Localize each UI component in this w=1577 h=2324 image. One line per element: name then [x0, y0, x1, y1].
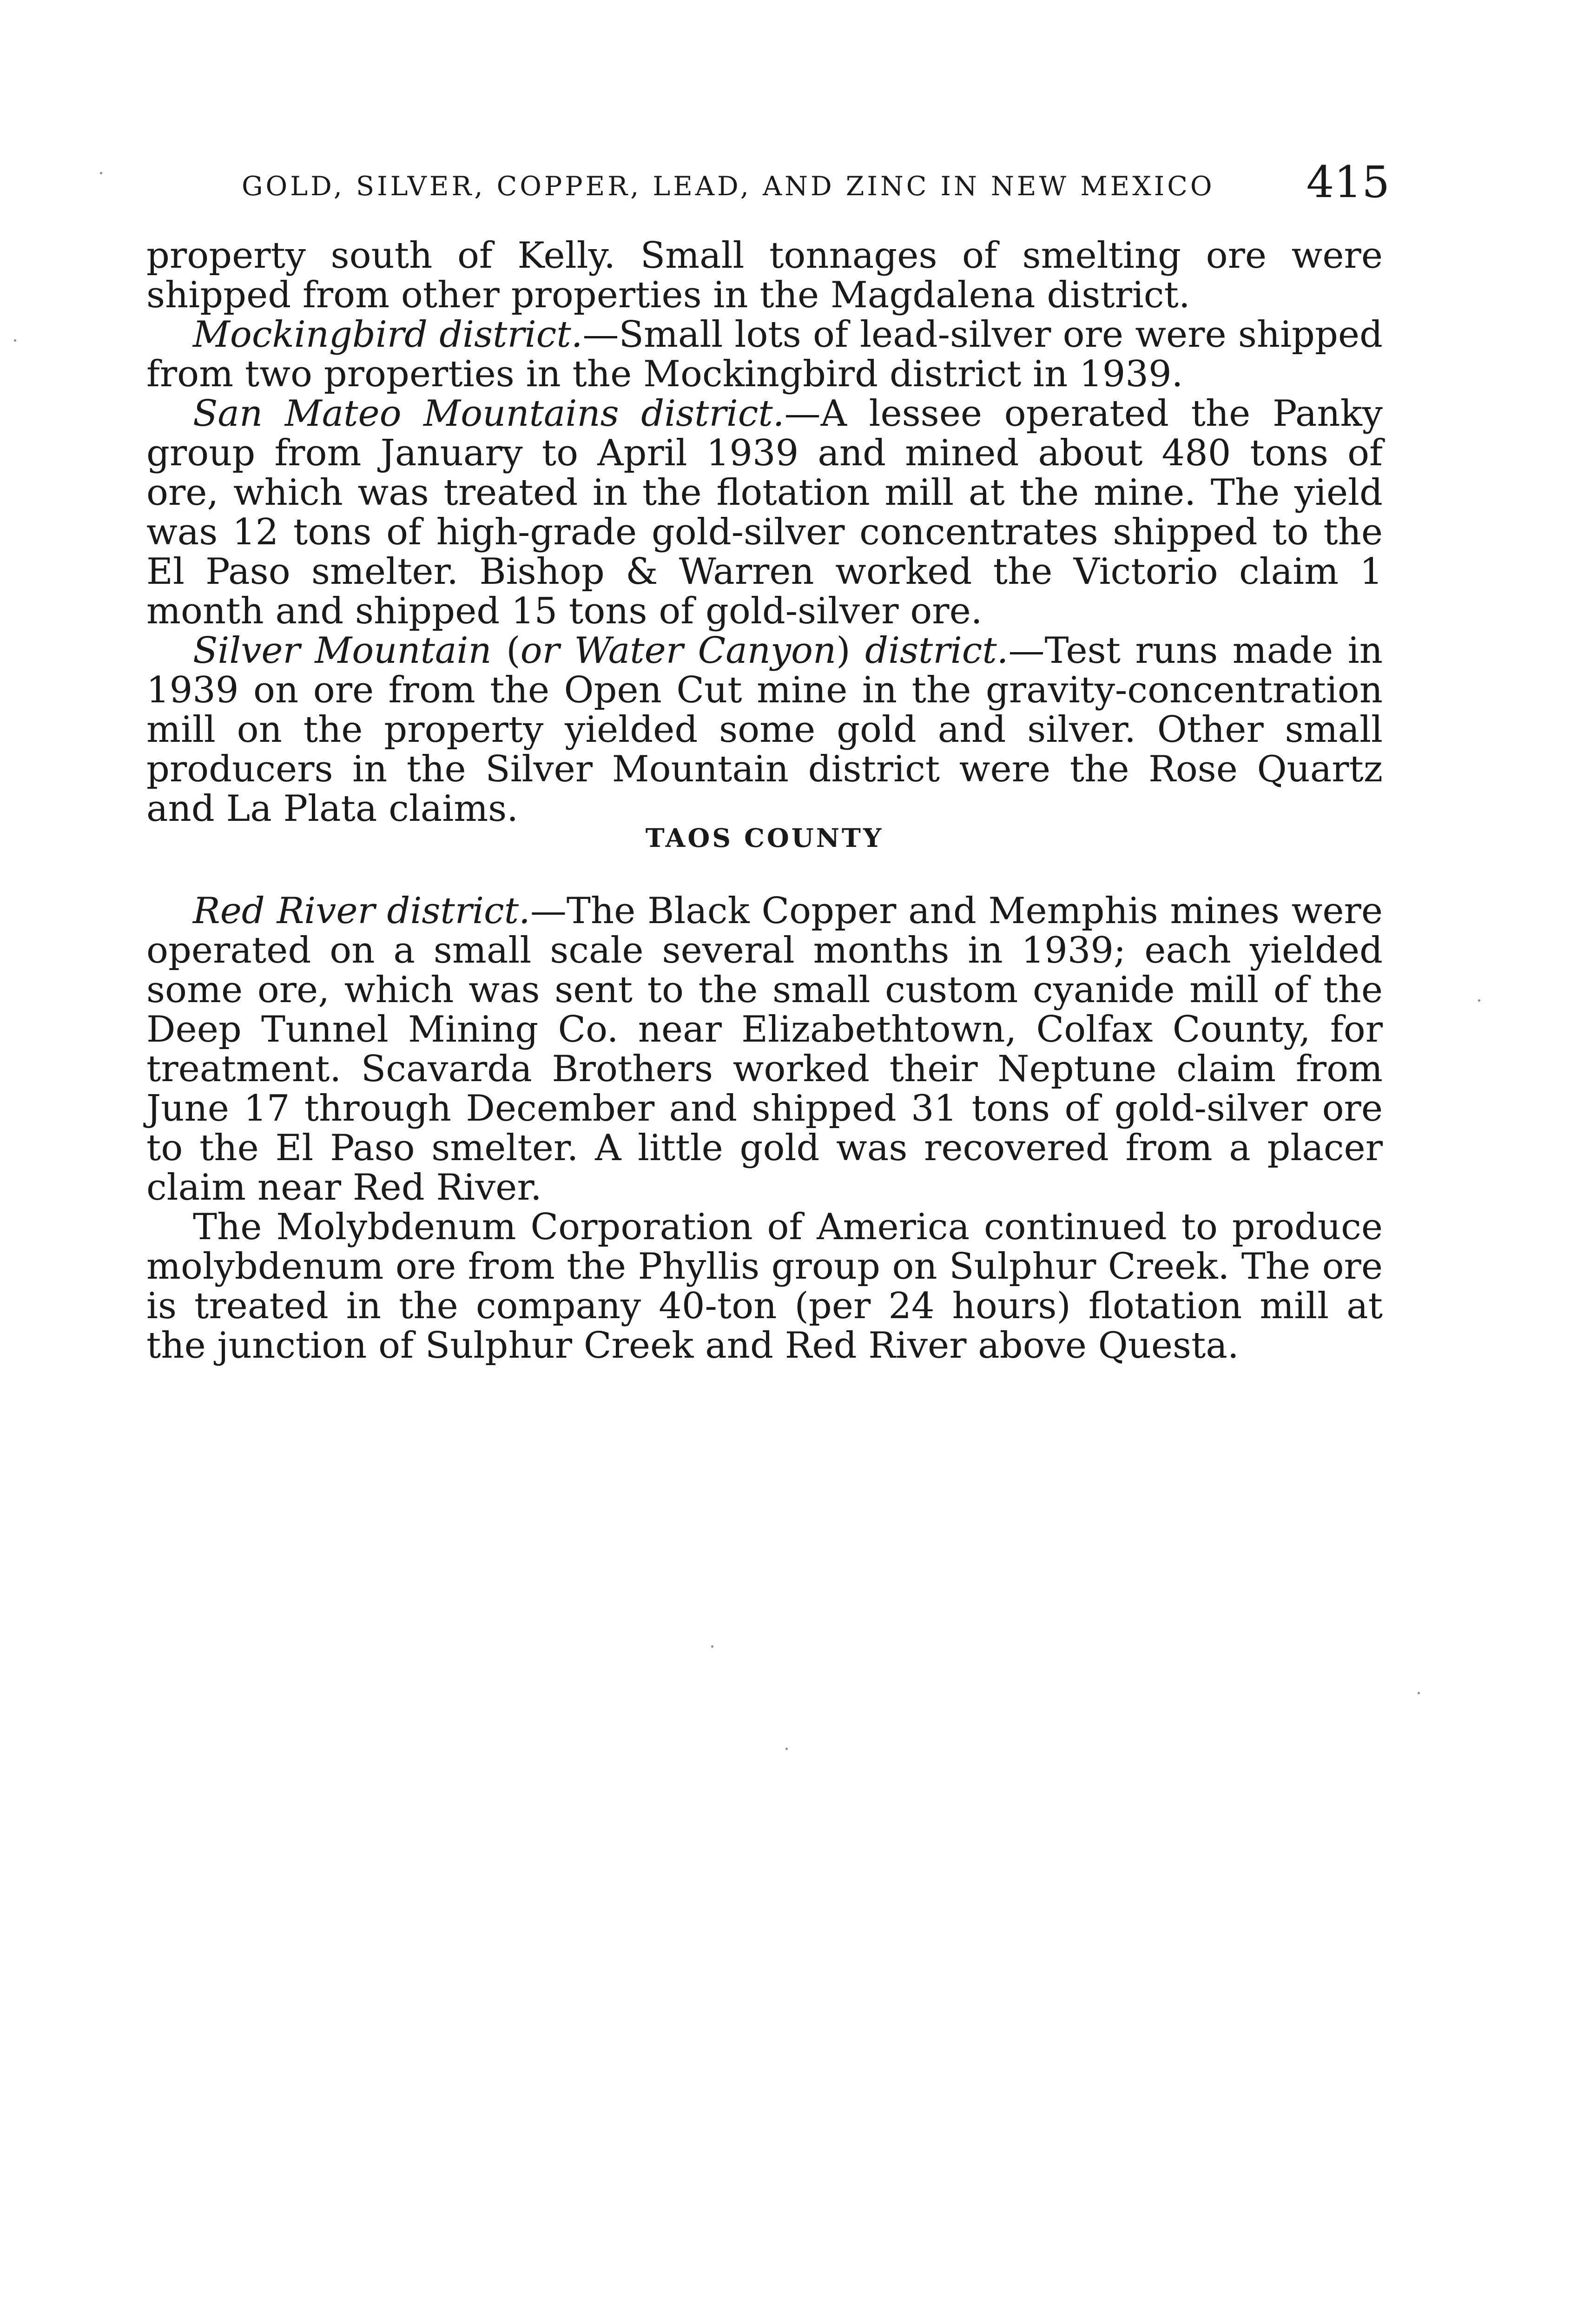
district-heading-suffix: district.	[865, 630, 1009, 672]
scan-speck	[785, 1748, 788, 1750]
running-head	[242, 157, 1390, 208]
paragraph-text: property south of Kelly. Small tonnages of smelting ore were shipped from other properties in the Magdalena district.	[146, 235, 1383, 316]
heading-paren-close: )	[836, 630, 865, 672]
district-heading: San Mateo Mountains district.	[193, 393, 785, 435]
paragraph-silver-mountain	[146, 631, 1383, 829]
heading-paren-open: (	[491, 630, 521, 672]
district-heading: Mockingbird district.	[193, 314, 583, 356]
scan-speck	[14, 339, 16, 342]
paragraph-text: —The Black Copper and Memphis mines were operated on a small scale several months in 1939; each yielded some ore, which was sent to the small custom cyanide mill of the Deep Tunnel Mining Co. near Elizabethtown, Colfax County, for treatment. Scavarda Brothers worked their Neptune claim from June 17 through December and shipped 31 tons of gold-silver ore to the El Paso smelter. A little gold was recovered from a placer claim near Red River.	[146, 890, 1383, 1208]
district-heading: Red River district.	[193, 890, 530, 932]
paragraph-kelly-continued	[146, 236, 1383, 315]
paragraph-text: —Small lots of lead-silver ore were shipped from two properties in the Mockingbird district in 1939.	[146, 314, 1383, 395]
paragraph-text: —Test runs made in 1939 on ore from the Open Cut mine in the gravity-concentration mill on the property yielded some gold and silver. Other small producers in the Silver Mountain district were the Rose Quartz and La Plata claims.	[146, 630, 1383, 830]
running-title: GOLD, SILVER, COPPER, LEAD, AND ZINC IN NEW MEXICO	[242, 171, 1215, 202]
district-heading-alt: or Water Canyon	[520, 630, 837, 672]
scan-speck	[711, 1645, 713, 1648]
paragraph-molybdenum	[146, 1208, 1383, 1366]
page-number: 415	[1306, 157, 1390, 208]
paragraph-red-river	[146, 891, 1383, 1208]
paragraph-san-mateo	[146, 394, 1383, 631]
scan-speck	[1478, 999, 1480, 1002]
scan-speck	[100, 172, 102, 174]
scan-speck	[1418, 1692, 1420, 1694]
section-heading: TAOS COUNTY	[645, 823, 884, 853]
paragraph-mockingbird	[146, 315, 1383, 394]
paragraph-text: —A lessee operated the Panky group from January to April 1939 and mined about 480 tons of ore, which was treated in the flotation mill at the mine. The yield was 12 tons of high-grade gold-silver concentrates shipped to the El Paso smelter. Bishop & Warren worked the Victorio claim 1 month and shipped 15 tons of gold-silver ore.	[146, 393, 1383, 632]
paragraph-text: The Molybdenum Corporation of America continued to produce molybdenum ore from the Phyllis group on Sulphur Creek. The ore is treated in the company 40-ton (per 24 hours) flotation mill at the junction of Sulphur Creek and Red River above Questa.	[146, 1206, 1383, 1367]
district-heading: Silver Mountain	[193, 630, 492, 672]
